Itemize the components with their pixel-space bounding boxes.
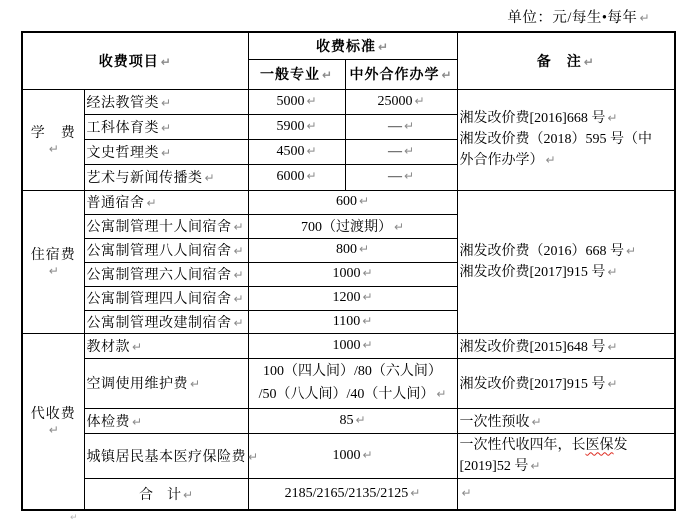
return-mark: ↵	[358, 194, 370, 208]
value-line	[251, 360, 455, 383]
return-mark: ↵	[362, 313, 373, 328]
return-mark: ↵	[161, 145, 172, 160]
cell-coll-value-1	[248, 358, 457, 408]
cell-tuition-general-2	[248, 139, 345, 164]
return-mark: ↵	[377, 39, 390, 54]
return-mark: ↵	[233, 315, 245, 330]
return-mark: ↵	[607, 264, 618, 279]
return-mark: ↵	[132, 339, 143, 354]
category-tuition-text: 学 费	[30, 125, 76, 141]
value-text: 25000	[377, 93, 413, 109]
cell-coll-value-3	[248, 433, 457, 478]
cell-accom-item-2	[84, 238, 248, 262]
remark-text: 一次性预收	[459, 414, 530, 430]
value-text: 6000	[276, 169, 305, 184]
return-mark: ↵	[160, 54, 172, 69]
item-text: 教材款	[86, 339, 130, 355]
cell-tuition-general-3	[248, 164, 345, 190]
return-mark: ↵	[248, 449, 259, 464]
remark-line	[460, 241, 673, 262]
return-mark: ↵	[306, 93, 317, 108]
return-mark: ↵	[531, 414, 542, 429]
below-table-paragraph-mark: ↵	[70, 513, 78, 523]
cell-total-label	[84, 478, 248, 510]
table-row	[22, 190, 675, 214]
remark-text: 湘发改价费[2015]648 号	[459, 339, 606, 355]
remark-line	[460, 108, 673, 129]
return-mark: ↵	[607, 111, 618, 125]
remark-text: [2019]52 号	[459, 458, 529, 474]
cell-accom-value-0	[248, 190, 457, 214]
remark-line	[460, 262, 673, 283]
return-mark: ↵	[48, 423, 60, 438]
value-text: 5900	[276, 118, 305, 134]
return-mark: ↵	[362, 447, 373, 462]
remark-physical-exam	[457, 408, 675, 433]
return-mark: ↵	[132, 414, 143, 429]
return-mark: ↵	[321, 68, 334, 82]
header-fee-item-text: 收费项目	[98, 54, 159, 70]
cell-accom-value-1	[248, 214, 457, 238]
return-mark: ↵	[461, 485, 472, 500]
value-text: 1200	[332, 290, 361, 305]
cell-coll-value-2	[248, 408, 457, 433]
cell-accom-value-2	[248, 238, 457, 262]
return-mark: ↵	[607, 377, 618, 391]
value-text: 600	[335, 194, 357, 209]
remark-aircon	[457, 358, 675, 408]
cell-accom-item-4	[84, 286, 248, 310]
cell-tuition-sino-3	[345, 164, 457, 190]
remark-line	[460, 435, 673, 456]
cell-accom-item-3	[84, 262, 248, 286]
return-mark: ↵	[48, 263, 60, 278]
return-mark: ↵	[48, 141, 60, 156]
remark-text: 一次性代收四年，长	[459, 437, 586, 453]
return-mark: ↵	[182, 487, 194, 502]
header-remark	[457, 32, 675, 89]
return-mark: ↵	[441, 68, 453, 82]
value-text: 1100	[332, 313, 361, 329]
table-row	[22, 333, 675, 358]
cell-coll-value-0	[248, 333, 457, 358]
remark-line	[460, 129, 673, 150]
value-text: 85	[339, 412, 354, 428]
return-mark: ↵	[414, 93, 425, 108]
return-mark: ↵	[362, 266, 373, 280]
return-mark: ↵	[545, 153, 556, 167]
unit-note	[507, 6, 650, 27]
header-col-general-text: 一般专业	[259, 68, 320, 83]
cell-coll-item-1	[84, 358, 248, 408]
value-text: —	[387, 169, 402, 184]
cell-tuition-item-1	[84, 114, 248, 139]
header-col-sino-foreign	[345, 59, 457, 89]
return-mark: ↵	[403, 118, 415, 133]
return-mark: ↵	[358, 242, 370, 256]
cell-accom-item-5	[84, 310, 248, 333]
return-mark: ↵	[233, 220, 245, 234]
item-text: 城镇居民基本医疗保险费	[86, 449, 246, 465]
return-mark: ↵	[607, 339, 618, 354]
cell-tuition-general-0	[248, 89, 345, 114]
item-text: 空调使用维护费	[86, 377, 188, 392]
return-mark: ↵	[190, 377, 201, 391]
return-mark: ↵	[306, 169, 317, 183]
remark-text: 湘发改价费（2018）595 号（中	[459, 132, 652, 147]
return-mark: ↵	[204, 171, 216, 185]
return-mark: ↵	[639, 11, 650, 25]
header-fee-standard-text: 收费标准	[315, 39, 376, 55]
cell-tuition-sino-2	[345, 139, 457, 164]
unit-note-text: 单位：元/每生•每年	[507, 10, 638, 26]
spellcheck-squiggle-text: 医保	[585, 437, 614, 453]
remark-line	[460, 456, 673, 477]
return-mark: ↵	[403, 143, 415, 158]
value-line	[251, 383, 455, 406]
category-tuition	[22, 89, 84, 190]
return-mark: ↵	[306, 118, 317, 133]
value-text: 800	[335, 242, 357, 257]
remark-tuition	[457, 89, 675, 190]
value-text: 1000	[332, 266, 361, 281]
total-label-text: 合 计	[138, 487, 181, 503]
cell-coll-item-2	[84, 408, 248, 433]
category-collection	[22, 333, 84, 510]
item-text: 艺术与新闻传播类	[86, 171, 203, 186]
return-mark: ↵	[306, 143, 317, 158]
return-mark: ↵	[410, 485, 421, 500]
cell-tuition-item-0	[84, 89, 248, 114]
category-collection-text: 代收费	[30, 407, 76, 423]
header-fee-standard	[248, 32, 457, 59]
return-mark: ↵	[233, 268, 245, 282]
value-text: 1000	[332, 447, 361, 463]
table-row	[22, 408, 675, 433]
remark-line	[460, 150, 673, 171]
cell-coll-item-3	[84, 433, 259, 478]
header-fee-item	[22, 32, 248, 89]
remark-text: 湘发改价费[2017]915 号	[459, 377, 606, 392]
total-value-text: 2185/2165/2135/2125	[284, 485, 409, 501]
return-mark: ↵	[355, 412, 366, 427]
remark-textbook	[457, 333, 675, 358]
return-mark: ↵	[583, 54, 595, 69]
return-mark: ↵	[233, 292, 245, 306]
return-mark: ↵	[362, 337, 373, 352]
item-text: 体检费	[86, 414, 130, 430]
table-row	[22, 358, 675, 408]
return-mark: ↵	[436, 387, 447, 401]
category-accommodation-text: 住宿费	[30, 247, 76, 263]
table-row	[22, 433, 675, 478]
item-text: 公寓制管理十人间宿舍	[86, 220, 232, 235]
value-text: —	[387, 143, 402, 159]
remark-accommodation	[457, 190, 675, 333]
return-mark: ↵	[626, 243, 637, 258]
header-col-sino-foreign-text: 中外合作办学	[349, 68, 440, 83]
return-mark: ↵	[161, 95, 172, 110]
cell-total-value	[248, 478, 457, 510]
cell-tuition-sino-1	[345, 114, 457, 139]
item-text: 公寓制管理六人间宿舍	[86, 268, 232, 283]
remark-text: 湘发改价费[2017]915 号	[459, 264, 606, 280]
value-text: 1000	[332, 337, 361, 353]
value-text: 100（四人间）/80（六人间）	[263, 364, 442, 379]
return-mark: ↵	[233, 244, 245, 258]
table-row	[22, 478, 675, 510]
item-text: 公寓制管理四人间宿舍	[86, 292, 232, 307]
return-mark: ↵	[146, 196, 158, 210]
remark-text: 发	[613, 437, 628, 453]
item-text: 公寓制管理八人间宿舍	[86, 244, 232, 259]
return-mark: ↵	[530, 458, 541, 473]
remark-text: 外合作办学）	[459, 153, 544, 168]
cell-tuition-sino-0	[345, 89, 457, 114]
cell-accom-item-0	[84, 190, 248, 214]
cell-total-remark-empty	[457, 478, 675, 510]
item-text: 经法教管类	[86, 95, 159, 111]
value-text: 5000	[276, 93, 305, 109]
value-text: 4500	[276, 143, 305, 159]
cell-coll-item-0	[84, 333, 248, 358]
item-text: 普通宿舍	[86, 196, 145, 211]
remark-text: 湘发改价费[2016]668 号	[459, 111, 606, 126]
cell-tuition-item-3	[84, 164, 248, 190]
category-accommodation	[22, 190, 84, 333]
value-text: /50（八人间）/40（十人间）	[258, 387, 435, 402]
return-mark: ↵	[393, 220, 405, 234]
return-mark: ↵	[362, 290, 373, 304]
return-mark: ↵	[403, 169, 415, 183]
value-text: 700（过渡期）	[300, 220, 392, 235]
cell-tuition-general-1	[248, 114, 345, 139]
item-text: 工科体育类	[86, 120, 159, 136]
value-text: —	[387, 118, 402, 134]
item-text: 公寓制管理改建制宿舍	[86, 315, 232, 331]
fee-table	[21, 31, 676, 511]
return-mark: ↵	[161, 120, 172, 135]
cell-accom-value-5	[248, 310, 457, 333]
cell-accom-item-1	[84, 214, 248, 238]
cell-accom-value-3	[248, 262, 457, 286]
item-text: 文史哲理类	[86, 145, 159, 161]
table-row	[22, 89, 675, 114]
cell-tuition-item-2	[84, 139, 248, 164]
header-remark-text: 备 注	[536, 54, 582, 70]
remark-medical-insurance	[457, 433, 675, 478]
header-col-general	[248, 59, 345, 89]
remark-text: 湘发改价费（2016）668 号	[459, 243, 624, 259]
cell-accom-value-4	[248, 286, 457, 310]
